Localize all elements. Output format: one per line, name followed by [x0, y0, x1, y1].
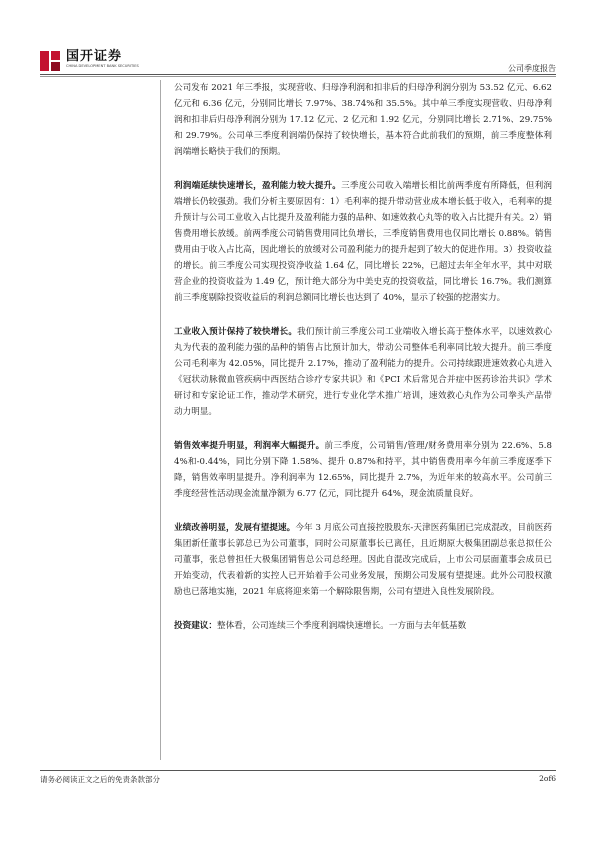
page-number: 2of6	[539, 774, 556, 783]
footer-divider	[40, 770, 556, 771]
header-divider-thin	[40, 76, 556, 77]
paragraph-lead: 投资建议：	[174, 621, 217, 631]
paragraph-text: 前三季度，公司销售/管理/财务费用率分别为 22.6%、5.84%和-0.44%，同比分别下降 1.58%、提升 0.87%和持平，其中销售费用率今年前三季度逐季下降，销售效率明显提升。净利润率为 12.65%，同比提升 2.7%，为近年来的较高水平。公司前三季度经营性活动现金流量净额为 6.77 亿元，同比提升 64%，现金流质量良好。	[174, 441, 552, 499]
paragraph-text: 今年 3 月底公司直接控股股东-天津医药集团已完成混改，目前医药集团新任董事长郭总已为公司董事，同时公司原董事长已离任，且近期原大极集团副总张总拟任公司董事，张总曾担任大极集团销售总公司总经理。因此自混改完成后，上市公司层面董事会成员已开始变动，代表着新的实控人已开始着手公司业务发展，预期公司发展有望提速。此外公司股权激励也已落地实施，2021 年底将迎来第一个解除限售期，公司有望进入良性发展阶段。	[174, 523, 552, 597]
logo-english-name: CHINA DEVELOPMENT BANK SECURITIES	[66, 64, 139, 68]
logo-mark-icon	[40, 51, 60, 71]
paragraph-profit-growth	[174, 178, 552, 306]
paragraph-lead: 利润端延续快速增长，盈利能力较大提升。	[174, 181, 342, 191]
company-logo	[40, 49, 139, 71]
paragraph-text: 三季度公司收入端增长相比前两季度有所降低，但利润端增长仍较强劲。我们分析主要原因有：1）毛利率的提升带动营业成本增长低于收入，毛利率的提升预计与公司工业收入占比提升及盈利能力强的品种、如速效救心丸等的收入占比提升有关。2）销售费用增长放缓。前两季度公司销售费用同比负增长，三季度销售费用也仅同比增长 0.88%。销售费用由于收入占比高，因此增长的放缓对公司盈利能力的提升起到了较大的促进作用。3）投资收益的增长。前三季度公司实现投资净收益 1.64 亿，同比增长 22%，已超过去年全年水平，其中对联营企业的投资收益为 1.49 亿，预计绝大部分为中美史克的投资收益，同比增长 16.7%。我们测算前三季度剔除投资收益后的利润总额同比增长也达到了 40%，显示了较强的挖潜实力。	[174, 181, 552, 303]
paragraph-text: 公司发布 2021 年三季报，实现营收、归母净利润和扣非后的归母净利润分别为 53.52 亿元、6.62 亿元和 6.36 亿元，分别同比增长 7.97%、38.74%和 35.5%。其中单三季度实现营收、归母净利润和扣非后归母净利润分别为 17.12 亿元、2 亿元和 1.92 亿元，分别同比增长 2.71%、29.75%和 29.79%。公司单三季度利润端仍保持了较快增长，基本符合此前我们的预期，前三季度整体利润端增长略快于我们的预期。	[174, 83, 552, 157]
paragraph-industrial-revenue	[174, 324, 552, 420]
left-column-divider	[160, 80, 161, 760]
logo-chinese-name: 国开证券	[66, 49, 123, 64]
footer-disclaimer: 请务必阅读正文之后的免责条款部分	[40, 775, 160, 784]
paragraph-sales-efficiency	[174, 438, 552, 502]
paragraph-lead: 业绩改善明显，发展有望提速。	[174, 523, 296, 533]
report-type-label: 公司季度报告	[508, 64, 556, 73]
paragraph-text: 整体看，公司连续三个季度利润端快速增长。一方面与去年低基数	[216, 621, 467, 631]
paragraph-outlook	[174, 520, 552, 600]
paragraph-investment-advice	[174, 618, 552, 634]
paragraph-results	[174, 80, 552, 160]
header-divider	[40, 74, 556, 75]
paragraph-lead: 销售效率提升明显，利润率大幅提升。	[174, 441, 325, 451]
paragraph-lead: 工业收入预计保持了较快增长。	[174, 327, 298, 337]
paragraph-text: 我们预计前三季度公司工业端收入增长高于整体水平，以速效救心丸为代表的盈利能力强的品种的销售占比预计加大，带动公司整体毛利率同比较大提升。前三季度公司毛利率为 42.05%，同比提升 2.17%，推动了盈利能力的提升。公司持续跟进速效救心丸进入《冠状动脉微血管疾病中西医结合诊疗专家共识》和《PCI 术后常见合并症中医药诊治共识》学术研讨和专家论证工作，推动学术研究，进行专业化学术推广培训，速效救心丸作为公司拳头产品带动力明显。	[174, 327, 552, 417]
report-body	[174, 80, 552, 652]
